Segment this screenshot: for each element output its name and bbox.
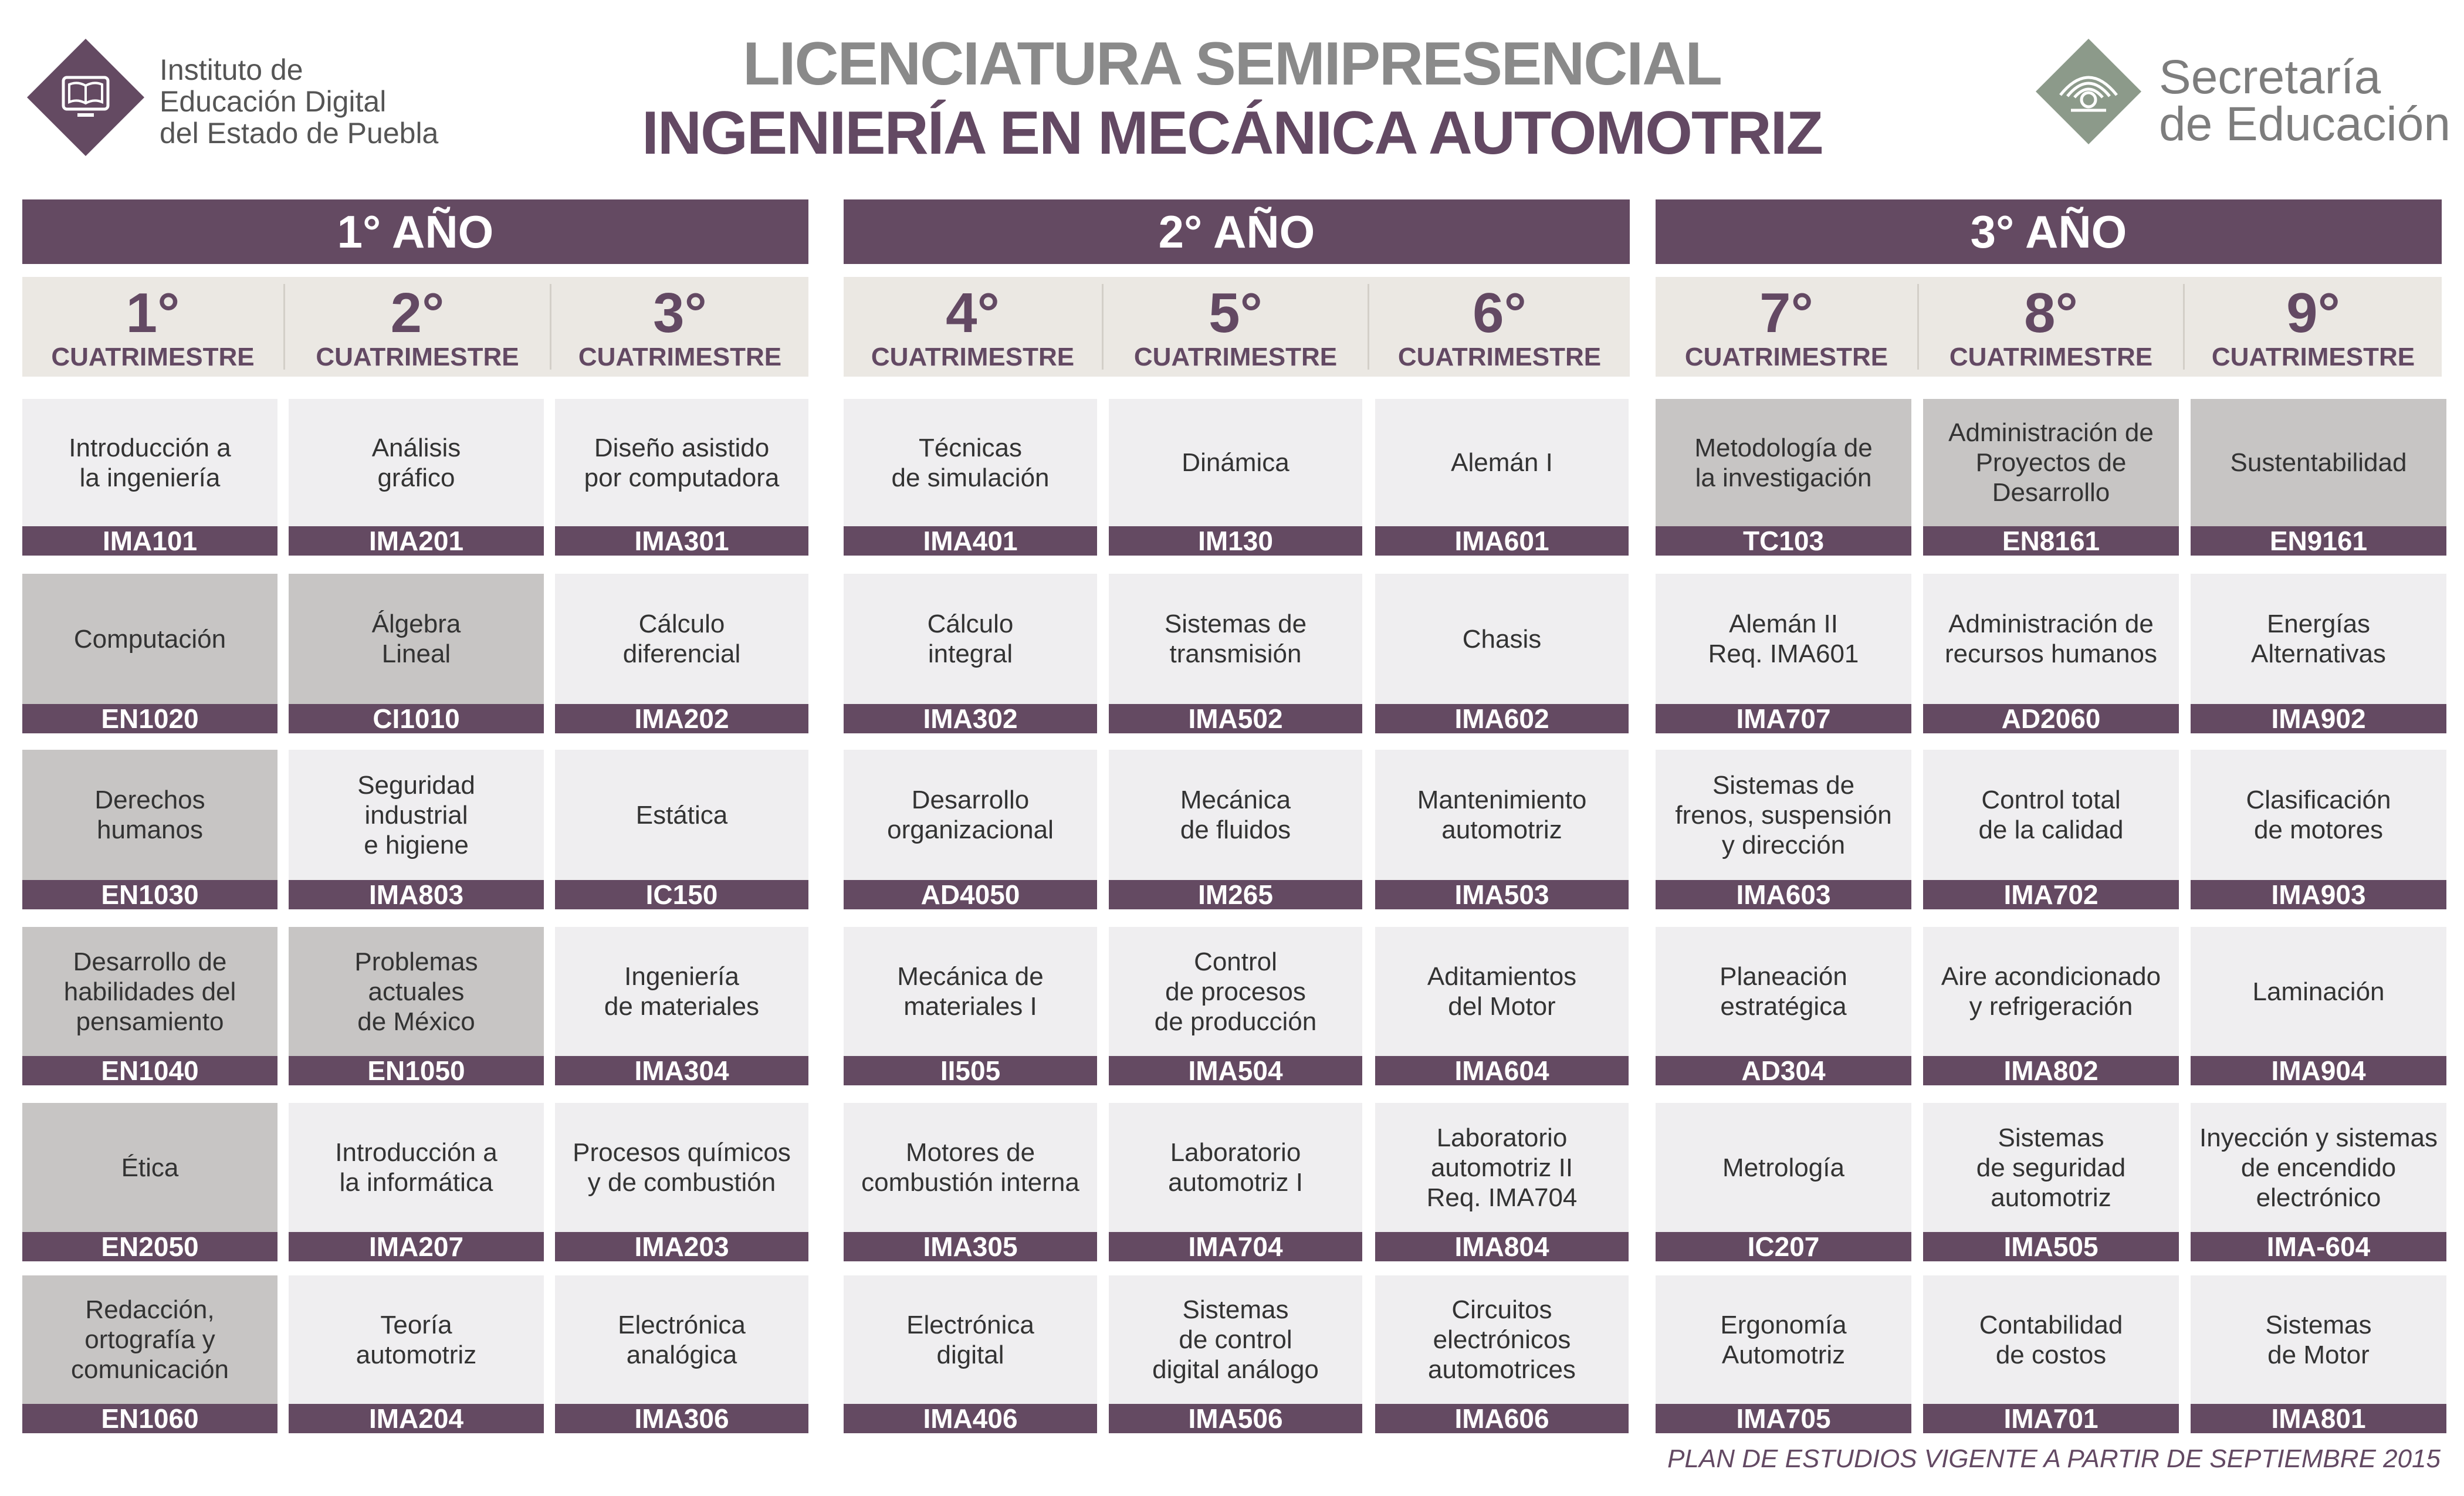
course-name: Laminación xyxy=(2252,977,2385,1006)
course-card xyxy=(2191,1103,2446,1261)
cuatrimestre-label: CUATRIMESTRE xyxy=(1397,343,1602,371)
course-card xyxy=(1109,750,1362,909)
course-code: IMA204 xyxy=(289,1404,544,1433)
course-name: Seguridad industrial e higiene xyxy=(357,770,475,859)
course-name: Inyección y sistemas de encendido electrónico xyxy=(2199,1123,2438,1212)
course-name: Mecánica de fluidos xyxy=(1180,786,1291,844)
cuatrimestre-5 xyxy=(1104,277,1368,377)
course-card xyxy=(289,927,544,1085)
year-header-2: 2° AÑO xyxy=(844,199,1630,264)
course-card xyxy=(1656,574,1911,733)
course-code: IMA604 xyxy=(1375,1056,1629,1085)
cuatrimestre-7 xyxy=(1656,277,1917,377)
course-name: Sustentabilidad xyxy=(2230,448,2407,477)
course-code: EN2050 xyxy=(22,1232,277,1261)
course-card xyxy=(22,1275,277,1433)
course-code: IMA606 xyxy=(1375,1404,1629,1433)
course-code: IMA304 xyxy=(555,1056,808,1085)
year-header-1: 1° AÑO xyxy=(22,199,808,264)
cuatrimestre-number: 5° xyxy=(1209,282,1263,344)
course-card xyxy=(1375,1103,1629,1261)
course-name: Circuitos electrónicos automotrices xyxy=(1428,1295,1576,1384)
cuatrimestre-band-year-2 xyxy=(844,277,1630,377)
cuatrimestre-1 xyxy=(22,277,283,377)
course-name: Aire acondicionado y refrigeración xyxy=(1941,962,2161,1021)
course-card xyxy=(22,574,277,733)
course-card xyxy=(22,750,277,909)
cuatrimestre-label: CUATRIMESTRE xyxy=(316,343,519,371)
course-name: Sistemas de transmisión xyxy=(1164,610,1307,668)
course-card xyxy=(555,927,808,1085)
course-name: Control total de la calidad xyxy=(1978,786,2124,844)
course-name: Laboratorio automotriz I xyxy=(1168,1138,1303,1197)
course-name: Alemán I xyxy=(1451,448,1553,477)
course-card xyxy=(22,927,277,1085)
course-name: Motores de combustión interna xyxy=(861,1138,1079,1197)
course-card xyxy=(555,750,808,909)
course-card xyxy=(844,750,1097,909)
course-card xyxy=(844,927,1097,1085)
course-code: IMA801 xyxy=(2191,1404,2446,1433)
course-card xyxy=(289,1103,544,1261)
course-card xyxy=(555,1103,808,1261)
course-card xyxy=(555,1275,808,1433)
course-card xyxy=(555,399,808,556)
course-code: IMA201 xyxy=(289,526,544,556)
cuatrimestre-number: 9° xyxy=(2286,282,2340,344)
course-card xyxy=(289,399,544,556)
course-code: IMA505 xyxy=(1923,1232,2179,1261)
course-code: IMA802 xyxy=(1923,1056,2179,1085)
course-card xyxy=(1923,1103,2179,1261)
course-code: IMA203 xyxy=(555,1232,808,1261)
course-card xyxy=(1656,399,1911,556)
course-name: Desarrollo organizacional xyxy=(887,786,1054,844)
program-subtitle: INGENIERÍA EN MECÁNICA AUTOMOTRIZ xyxy=(641,99,1823,167)
plan-validity-note: PLAN DE ESTUDIOS VIGENTE A PARTIR DE SEPTIEMBRE 2015 xyxy=(1667,1444,2441,1473)
course-card xyxy=(1923,927,2179,1085)
course-name: Problemas actuales de México xyxy=(354,947,478,1036)
course-name: Mecánica de materiales I xyxy=(897,962,1044,1021)
course-name: Sistemas de control digital análogo xyxy=(1152,1295,1319,1384)
course-card xyxy=(22,399,277,556)
course-card xyxy=(2191,927,2446,1085)
course-card xyxy=(1656,927,1911,1085)
course-code: IMA601 xyxy=(1375,526,1629,556)
cuatrimestre-label: CUATRIMESTRE xyxy=(1133,343,1338,371)
course-code: IMA707 xyxy=(1656,704,1911,733)
course-card xyxy=(844,1103,1097,1261)
course-name: Metrología xyxy=(1722,1153,1844,1182)
course-code: CI1010 xyxy=(289,704,544,733)
course-name: Metodología de la investigación xyxy=(1694,433,1873,492)
course-name: Dinámica xyxy=(1182,448,1289,477)
course-name: Electrónica analógica xyxy=(618,1310,746,1369)
course-code: IMA207 xyxy=(289,1232,544,1261)
course-code: IMA506 xyxy=(1109,1404,1362,1433)
cuatrimestre-4 xyxy=(844,277,1102,377)
course-card xyxy=(844,1275,1097,1433)
course-card xyxy=(1109,574,1362,733)
course-name: Computación xyxy=(73,624,226,654)
course-name: Introducción a la informática xyxy=(335,1138,497,1197)
course-name: Alemán II Req. IMA601 xyxy=(1708,610,1859,668)
course-code: IMA502 xyxy=(1109,704,1362,733)
course-card xyxy=(1109,1103,1362,1261)
course-name: Administración de Proyectos de Desarrollo xyxy=(1948,418,2154,507)
institute-line-3: del Estado de Puebla xyxy=(160,117,439,150)
course-name: Energías Alternativas xyxy=(2251,610,2386,668)
secretaria-line-2: de Educación xyxy=(2159,97,2451,151)
cuatrimestre-number: 3° xyxy=(653,282,707,344)
course-card xyxy=(289,1275,544,1433)
course-code: IMA602 xyxy=(1375,704,1629,733)
course-code: IMA804 xyxy=(1375,1232,1629,1261)
course-name: Ergonomía Automotriz xyxy=(1720,1310,1847,1369)
course-name: Álgebra Lineal xyxy=(371,610,461,668)
year-header-3: 3° AÑO xyxy=(1656,199,2442,264)
course-code: AD304 xyxy=(1656,1056,1911,1085)
cuatrimestre-3 xyxy=(551,277,808,377)
program-title: LICENCIATURA SEMIPRESENCIAL xyxy=(743,30,1721,98)
course-code: IMA803 xyxy=(289,880,544,909)
course-name: Sistemas de seguridad automotriz xyxy=(1976,1123,2126,1212)
secretaria-name xyxy=(2159,50,2451,151)
course-card xyxy=(1375,574,1629,733)
course-card xyxy=(1656,750,1911,909)
course-card xyxy=(1109,399,1362,556)
course-name: Teoría automotriz xyxy=(356,1310,477,1369)
course-code: IMA306 xyxy=(555,1404,808,1433)
course-code: IC150 xyxy=(555,880,808,909)
course-card xyxy=(844,399,1097,556)
course-code: IMA705 xyxy=(1656,1404,1911,1433)
course-code: IMA903 xyxy=(2191,880,2446,909)
course-code: EN1050 xyxy=(289,1056,544,1085)
course-name: Laboratorio automotriz II Req. IMA704 xyxy=(1426,1123,1578,1212)
course-name: Cálculo integral xyxy=(927,610,1014,668)
course-name: Aditamientos del Motor xyxy=(1427,962,1577,1021)
course-name: Ingeniería de materiales xyxy=(604,962,760,1021)
course-code: EN1040 xyxy=(22,1056,277,1085)
course-card xyxy=(2191,1275,2446,1433)
course-name: Clasificación de motores xyxy=(2246,786,2391,844)
course-name: Desarrollo de habilidades del pensamiento xyxy=(63,947,236,1036)
course-name: Sistemas de Motor xyxy=(2265,1310,2372,1369)
course-name: Sistemas de frenos, suspensión y dirección xyxy=(1675,770,1892,859)
course-card xyxy=(1923,399,2179,556)
course-card xyxy=(1375,399,1629,556)
course-card xyxy=(1656,1103,1911,1261)
course-card xyxy=(1375,1275,1629,1433)
course-card xyxy=(2191,574,2446,733)
cuatrimestre-band-year-1 xyxy=(22,277,808,377)
course-card xyxy=(555,574,808,733)
cuatrimestre-number: 2° xyxy=(390,282,445,344)
cuatrimestre-6 xyxy=(1369,277,1630,377)
course-name: Diseño asistido por computadora xyxy=(584,433,780,492)
cuatrimestre-label: CUATRIMESTRE xyxy=(1949,343,2153,371)
institute-line-1: Instituto de xyxy=(160,53,303,86)
cuatrimestre-number: 6° xyxy=(1473,282,1527,344)
cuatrimestre-label: CUATRIMESTRE xyxy=(871,343,1075,371)
course-code: II505 xyxy=(844,1056,1097,1085)
course-code: IMA603 xyxy=(1656,880,1911,909)
cuatrimestre-8 xyxy=(1919,277,2183,377)
course-code: IMA202 xyxy=(555,704,808,733)
course-code: IC207 xyxy=(1656,1232,1911,1261)
course-card xyxy=(1375,927,1629,1085)
course-name: Administración de recursos humanos xyxy=(1945,610,2157,668)
course-card xyxy=(1923,574,2179,733)
course-card xyxy=(1656,1275,1911,1433)
course-card xyxy=(1923,1275,2179,1433)
course-code: EN1020 xyxy=(22,704,277,733)
course-card xyxy=(22,1103,277,1261)
course-name: Contabilidad de costos xyxy=(1979,1310,2123,1369)
course-code: IMA406 xyxy=(844,1404,1097,1433)
cuatrimestre-label: CUATRIMESTRE xyxy=(578,343,782,371)
course-code: EN8161 xyxy=(1923,526,2179,556)
cuatrimestre-2 xyxy=(285,277,550,377)
cuatrimestre-label: CUATRIMESTRE xyxy=(1684,343,1888,371)
course-name: Electrónica digital xyxy=(906,1310,1034,1369)
course-card xyxy=(1109,927,1362,1085)
course-card xyxy=(2191,750,2446,909)
course-code: AD2060 xyxy=(1923,704,2179,733)
course-name: Cálculo diferencial xyxy=(622,610,741,668)
course-code: IMA-604 xyxy=(2191,1232,2446,1261)
course-name: Estática xyxy=(635,800,728,830)
course-code: IMA302 xyxy=(844,704,1097,733)
course-name: Mantenimiento automotriz xyxy=(1417,786,1587,844)
course-code: IMA301 xyxy=(555,526,808,556)
course-code: IMA701 xyxy=(1923,1404,2179,1433)
cuatrimestre-9 xyxy=(2185,277,2442,377)
course-code: IM265 xyxy=(1109,880,1362,909)
course-name: Control de procesos de producción xyxy=(1154,947,1317,1036)
course-name: Derechos humanos xyxy=(94,786,205,844)
course-card xyxy=(1109,1275,1362,1433)
course-card xyxy=(1375,750,1629,909)
course-name: Planeación estratégica xyxy=(1720,962,1847,1021)
cuatrimestre-label: CUATRIMESTRE xyxy=(2211,343,2415,371)
course-code: EN9161 xyxy=(2191,526,2446,556)
course-name: Redacción, ortografía y comunicación xyxy=(70,1295,229,1384)
course-name: Chasis xyxy=(1462,624,1542,654)
course-code: AD4050 xyxy=(844,880,1097,909)
cuatrimestre-number: 4° xyxy=(946,282,1000,344)
course-name: Procesos químicos y de combustión xyxy=(573,1138,791,1197)
cuatrimestre-label: CUATRIMESTRE xyxy=(51,343,255,371)
course-code: IM130 xyxy=(1109,526,1362,556)
course-card xyxy=(289,750,544,909)
course-code: IMA503 xyxy=(1375,880,1629,909)
sep-logo xyxy=(2036,39,2141,144)
course-card xyxy=(844,574,1097,733)
secretaria-line-1: Secretaría xyxy=(2159,50,2381,104)
course-name: Ética xyxy=(121,1153,179,1182)
course-name: Técnicas de simulación xyxy=(891,433,1050,492)
course-code: EN1060 xyxy=(22,1404,277,1433)
course-card xyxy=(2191,399,2446,556)
course-name: Análisis gráfico xyxy=(371,433,461,492)
course-code: IMA504 xyxy=(1109,1056,1362,1085)
course-code: IMA704 xyxy=(1109,1232,1362,1261)
institute-line-2: Educación Digital xyxy=(160,85,387,118)
course-card xyxy=(1923,750,2179,909)
cuatrimestre-number: 7° xyxy=(1759,282,1813,344)
course-code: IMA702 xyxy=(1923,880,2179,909)
course-code: IMA101 xyxy=(22,526,277,556)
cuatrimestre-band-year-3 xyxy=(1656,277,2442,377)
course-code: TC103 xyxy=(1656,526,1911,556)
course-code: IMA902 xyxy=(2191,704,2446,733)
course-card xyxy=(289,574,544,733)
course-code: IMA305 xyxy=(844,1232,1097,1261)
cuatrimestre-number: 8° xyxy=(2024,282,2078,344)
course-code: IMA401 xyxy=(844,526,1097,556)
course-name: Introducción a la ingeniería xyxy=(69,433,231,492)
course-code: EN1030 xyxy=(22,880,277,909)
course-code: IMA904 xyxy=(2191,1056,2446,1085)
cuatrimestre-number: 1° xyxy=(126,282,180,344)
